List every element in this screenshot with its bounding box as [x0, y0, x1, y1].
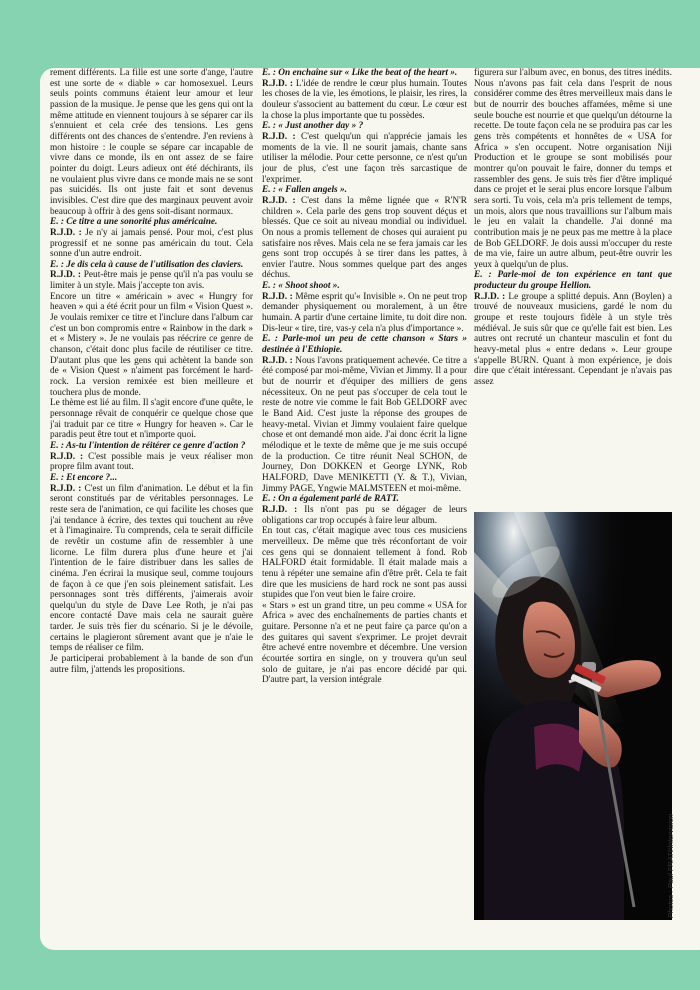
- paragraph: « Stars » est un grand titre, un peu comme « USA for Africa » avec des enchaînements de parties chants et guitare. Personne n'a et ne peut faire ça parce qu'on a des guitares qui savent s'exprimer. Le projet devrait être achevé entre novembre et décembre. Une version écourtée sortira en single, on y trouvera qu'un seul solo de guitare, je n'ai pas encore décidé par qui. D'autre part, la version intégrale: [262, 600, 467, 686]
- speaker-label: R.J.D. :: [262, 78, 294, 89]
- answer-text: Peut-être mais je pense qu'il n'a pas voulu se limiter à un style. Mais j'accepte ton avis.: [50, 270, 253, 292]
- interview-answer: [50, 452, 253, 473]
- paragraph: Encore un titre « américain » avec « Hungry for heaven » qui a été écrit pour un film « Vision Quest ». Je voulais remixer ce titre et l'inclure dans l'album car c'est un bon compromis entre « Rainbow in the dark » et « Mistery ». Je ne voulais pas réécrire ce genre de chanson, c'était donc plus facile de réutiliser ce titre. D'autant plus que les gens qui achètent la bande son de « Vision Quest » n'aiment pas forcément le hard-rock. La version remixée est bien meilleure et touchera plus de monde.: [50, 291, 253, 398]
- interview-answer: [262, 356, 467, 495]
- singer-photo-illustration: [474, 512, 672, 920]
- speaker-label: R.J.D. :: [262, 291, 293, 302]
- answer-text: Je n'y ai jamais pensé. Pour moi, c'est plus progressif et ne sonne pas américain du tout. Cela sonne d'un autre endroit.: [50, 227, 253, 260]
- speaker-label: R.J.D. :: [50, 451, 84, 462]
- interview-question: E. : « Fallen angels ».: [262, 185, 347, 196]
- paragraph: Je participerai probablement à la bande de son d'un autre film, j'attends les propositions.: [50, 654, 253, 675]
- speaker-label: R.J.D. :: [262, 131, 296, 142]
- interview-question: E. : « Just another day » ?: [262, 121, 364, 132]
- answer-text: C'est quelqu'un qui n'apprécie jamais les moments de la vie. Il ne sourit jamais, chante sans utiliser la mélodie. Pour cette personne, ce n'est qu'un jour de plus, c'est une façon très sarcastique de l'exprimer.: [262, 131, 467, 185]
- interview-answer: [474, 292, 672, 388]
- interview-answer: [50, 228, 253, 260]
- speaker-label: R.J.D. :: [262, 355, 293, 366]
- interview-question: E. : « Shoot shoot ».: [262, 281, 340, 292]
- interview-question: E. : On enchaîne sur « Like the beat of the heart ».: [262, 68, 458, 78]
- interview-question: E. : Je dis cela à cause de l'utilisation des claviers.: [50, 259, 244, 270]
- paragraph: figurera sur l'album avec, en bonus, des titres inédits. Nous n'avons pas fait cela dans l'esprit de nous considérer comme des êtres merveilleux mais dans le but de nourrir des bouches affamées, même si une seule bouche est nourrie et que quelqu'un détourne la recette. De toute façon cela ne se produira pas car les gens très compétents et honnêtes de « USA for Africa » s'en occupent. Notre organisation Niji Production et le groupe se sont mobilisés pour montrer qu'on pouvait le faire, donner du temps et rassembler des gens. Je suis très fier d'être impliqué dans ce projet et le serai plus encore lorsque l'album sera sorti. Tu vois, cela m'a pris tellement de temps, un mois, alors que nous travaillions sur l'album mais le jeu en valait la chandelle. J'ai donné ma contribution mais je ne peux pas me mettre à la place de Bob GELDORF. Je dois aussi m'occuper du reste de ma vie, faire un autre album, peut-être ouvrir les yeux à quelqu'un de plus.: [474, 68, 672, 270]
- text-column-1: [50, 68, 253, 940]
- speaker-label: R.J.D. :: [474, 291, 506, 302]
- concert-photo: [474, 512, 672, 920]
- answer-text: C'est dans la même lignée que « R'N'R children ». Cela parle des gens trop souvent déçus et blessés. Que ce soit au niveau mondial ou individuel. On nous a promis tellement de choses qui auraient pu satisfaire nos rêves. Mais cela ne se fera jamais car les gens sont trop occupés à se tirer dans les pattes, à envier l'autre. Nous sommes quelque part des anges déchus.: [262, 195, 467, 281]
- answer-text: Même esprit qu'« Invisible ». On ne peut trop demander physiquement ou moralement, à un être humain. A partir d'une certaine limite, tu doit dire non. Dis-leur « tire, tire, vas-y cela n'a plus d'importance ».: [262, 291, 467, 334]
- interview-question: E. : On a également parlé de RATT.: [262, 494, 399, 505]
- text-column-3: [474, 68, 672, 503]
- speaker-label: R.J.D. :: [262, 504, 298, 515]
- interview-answer: [262, 79, 467, 122]
- interview-answer: [262, 132, 467, 185]
- interview-answer: [50, 484, 253, 655]
- interview-question: E. : Ce titre a une sonorité plus américaine.: [50, 217, 218, 228]
- interview-question: E. : Parle-moi un peu de cette chanson « Stars » destinée à l'Ethiopie.: [262, 334, 467, 356]
- interview-answer: [262, 505, 467, 526]
- interview-answer: [262, 292, 467, 335]
- photo-credit: Photos : Paul FRATI/Intervision: [666, 813, 675, 918]
- answer-text: Ils n'ont pas pu se dégager de leurs obligations car trop occupés à faire leur album.: [262, 504, 467, 526]
- speaker-label: R.J.D. :: [50, 270, 81, 281]
- answer-text: C'est possible mais je veux réaliser mon propre film avant tout.: [50, 451, 253, 473]
- answer-text: C'est un film d'animation. Le début et la fin seront constitués par de véritables personnages. Le reste sera de l'animation, ce qui facilite les choses que j'ai tendance à écrire, des textes qui touchent au rêve et à l'imaginaire. Tu comprends, cela te serait difficile de revêtir un costume afin de ressembler à une licorne. Le film durera plus d'une heure et j'ai l'intention de le faire distribuer dans les salles de cinéma. J'en écrirai la musique seul, comme toujours de façon à ce que j'en sois pleinement satisfait. Les personnages sont très différents, j'aimerais avoir quelqu'un du style de Dave Lee Roth, je n'ai pas encore contacté Dave mais cela ne saurait guère tarder. Je suis très fier du scénario. Si je le dévoile, certains le plagieront sûrement avant que je n'aie le temps de réaliser ce film.: [50, 483, 253, 654]
- answer-text: Le groupe a splitté depuis. Ann (Boylen) a trouvé de nouveaux musiciens, gardé le nom du groupe et reste toujours fidèle à un style très médiéval. Je suis sûr que ce qu'elle fait est bien. Les autres ont recruté un chanteur masculin et font du heavy-metal plus « entre dedans ». Leur groupe s'appelle BURN. Quant à mon expérience, je dois dire que c'était intéressant. Cependant je n'avais pas assez: [474, 291, 672, 388]
- interview-question: E. : As-tu l'intention de réitérer ce genre d'action ?: [50, 440, 246, 451]
- speaker-label: R.J.D. :: [262, 195, 296, 206]
- text-column-2: [262, 68, 467, 948]
- interview-question: E. : Parle-moi de ton expérience en tant que producteur du groupe Hellion.: [474, 270, 672, 292]
- paragraph: En tout cas, c'était magique avec tous ces musiciens merveilleux. De même que très réconfortant de voir ces gens qui se donnaient tellement à fond. Rob HALFORD était formidable. Il était malade mais a tenu à répéter une semaine afin d'être prêt. Cela te fait dire que les musiciens de hard rock ne sont pas aussi stupides que l'on veut bien le faire croire.: [262, 526, 467, 601]
- answer-text: Nous l'avons pratiquement achevée. Ce titre a été composé par moi-même, Vivian et Jimmy. Il a pour but de nourrir et d'équiper des milliers de gens nécessiteux. On ne peut pas s'occuper de cela tout le reste de notre vie comme le fait Bob GELDORF avec le Band Aid. C'est juste la réponse des groupes de heavy-metal. Vivian et Jimmy voulaient faire quelque chose et ont demandé mon aide. J'ai donc écrit la ligne mélodique et le texte de même que je me suis occupé de la production. Ce titre réunit Neal SCHON, de Journey, Don DOKKEN et George LYNK, Rob HALFORD, Dave MENIKETTI (Y. & T.), Vivian, Jimmy PAGE, Yngwie MALMSTEEN et moi-même.: [262, 355, 467, 494]
- interview-answer: rement différents. La fille est une sorte d'ange, l'autre est une sorte de « diable » car homosexuel. Leurs seuls points communs étaient leur amour et leur passion de la musique. Je pense que les gens qui ont la même attitude en viennent toujours à se séparer car ils s'ennuient et cela crée des tensions. Les gens différents ont des chances de s'entendre. J'en reviens à mon histoire : le couple se sépare car incapable de vivre dans ce monde, ils en ont assez de se faire pointer du doigt. Leurs adieux ont été déchirants, ils ne voulaient plus vivre dans ce monde mais ne se sont pas suicidés. Ils ont juste fait et sont devenus invisibles. C'est dire que des marginaux peuvent avoir beaucoup à offrir à des gens soit-disant normaux.: [50, 68, 253, 217]
- interview-question: E. : Et encore ?...: [50, 472, 118, 483]
- paragraph: Le thème est lié au film. Il s'agit encore d'une quête, le personnage rêvait de conquérir ce quelque chose que j'ai traduit par ce titre « Hungry for heaven ». Car le paradis peut être tout et n'importe quoi.: [50, 398, 253, 441]
- answer-text: L'idée de rendre le cœur plus humain. Toutes les choses de la vie, les émotions, le plaisir, les rires, la douleur s'associent au battement du cœur. Le cœur est la chose la plus importante que tu possèdes.: [262, 78, 467, 121]
- speaker-label: R.J.D. :: [50, 227, 82, 238]
- interview-answer: [50, 270, 253, 291]
- speaker-label: R.J.D. :: [50, 483, 82, 494]
- interview-answer: [262, 196, 467, 281]
